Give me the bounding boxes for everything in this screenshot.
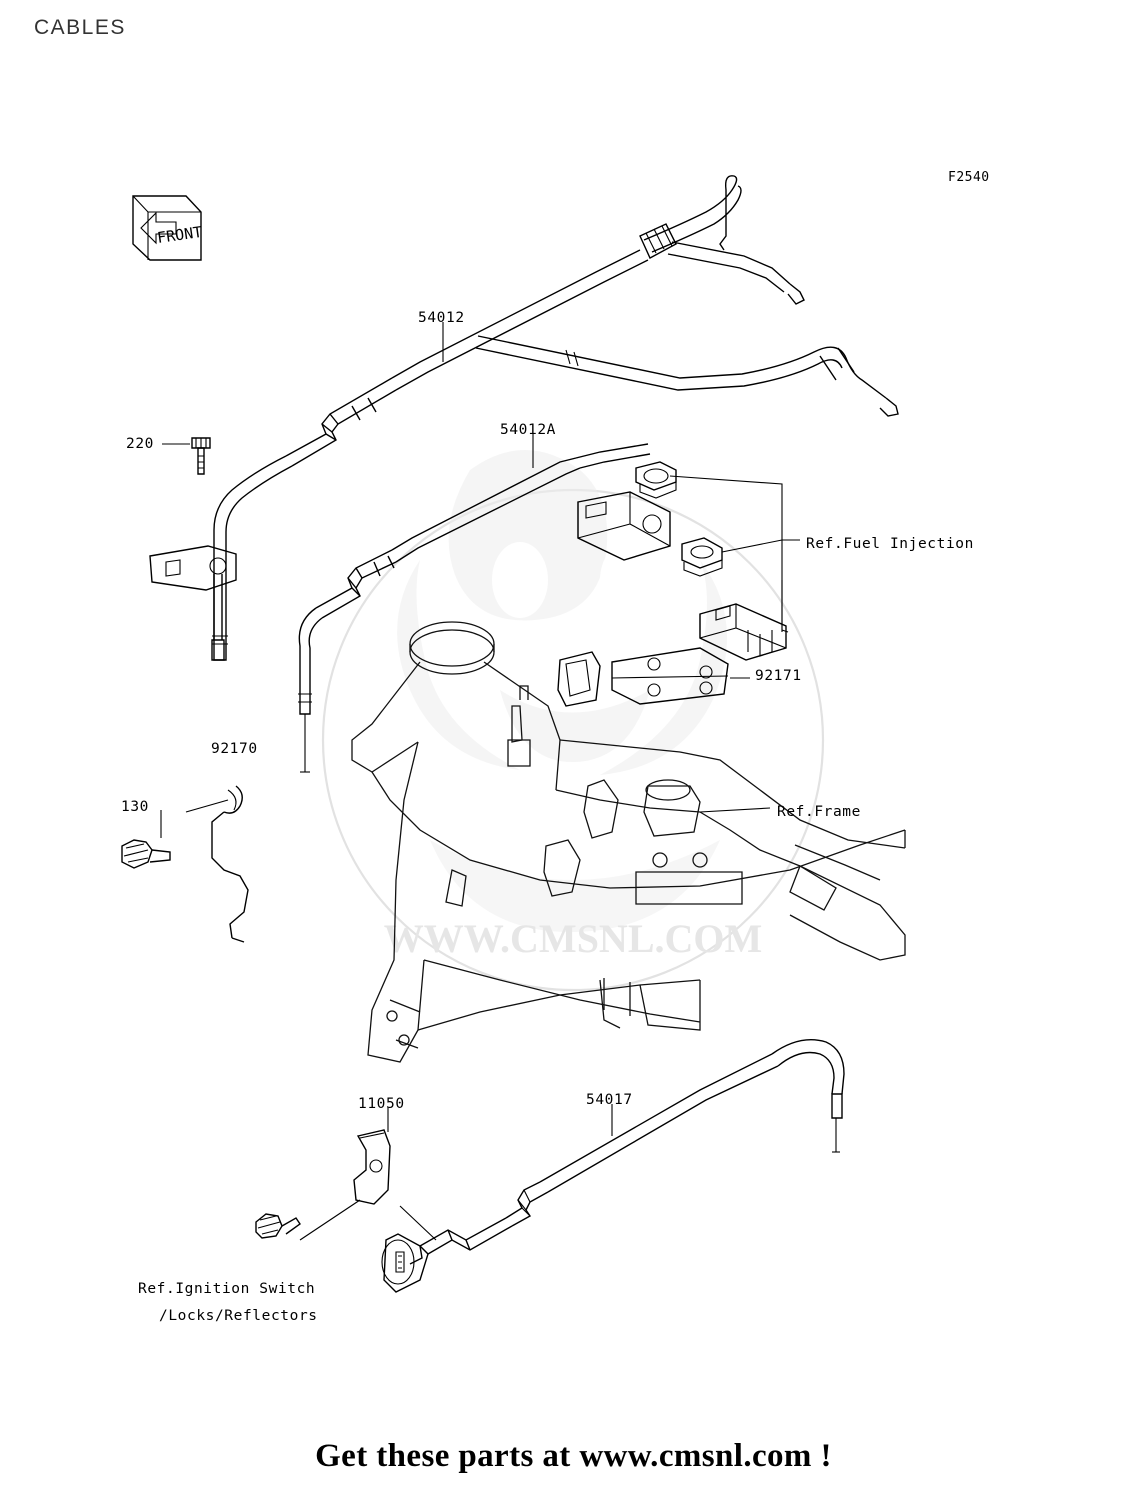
callout-54017: 54017: [586, 1092, 633, 1108]
diagram-code: F2540: [948, 170, 990, 185]
watermark: [323, 450, 823, 990]
part-11050-bracket: [354, 1130, 390, 1204]
svg-text:FRONT: FRONT: [156, 222, 204, 247]
front-arrow-icon: [133, 196, 203, 260]
ref-ignition-switch-label-2: /Locks/Reflectors: [159, 1308, 318, 1324]
left-cable-bracket: [150, 546, 236, 660]
leader-lines: [161, 322, 800, 1240]
frame-illustration: [352, 622, 905, 1062]
part-220-bolt: [192, 438, 210, 474]
ref-frame-label: Ref.Frame: [777, 804, 861, 820]
ref-fuel-injection-label: Ref.Fuel Injection: [806, 536, 974, 552]
callout-130: 130: [121, 799, 149, 815]
part-92170-clamp: [212, 786, 248, 942]
part-11050-bolt: [256, 1214, 300, 1238]
callout-54012a: 54012A: [500, 422, 556, 438]
callout-92170: 92170: [211, 741, 258, 757]
ref-ignition-switch-label: Ref.Ignition Switch: [138, 1281, 316, 1297]
callout-92171: 92171: [755, 668, 802, 684]
callout-11050: 11050: [358, 1096, 405, 1112]
footer-cta: Get these parts at www.cmsnl.com !: [315, 1438, 832, 1474]
page-title: CABLES: [34, 16, 126, 39]
svg-text:WWW.CMSNL.COM: WWW.CMSNL.COM: [383, 916, 763, 961]
part-130-bolt: [122, 840, 170, 868]
part-54012-second-cable: [476, 336, 898, 416]
callout-220: 220: [126, 436, 154, 452]
callout-54012: 54012: [418, 310, 465, 326]
part-54017-cable: [382, 1040, 844, 1292]
